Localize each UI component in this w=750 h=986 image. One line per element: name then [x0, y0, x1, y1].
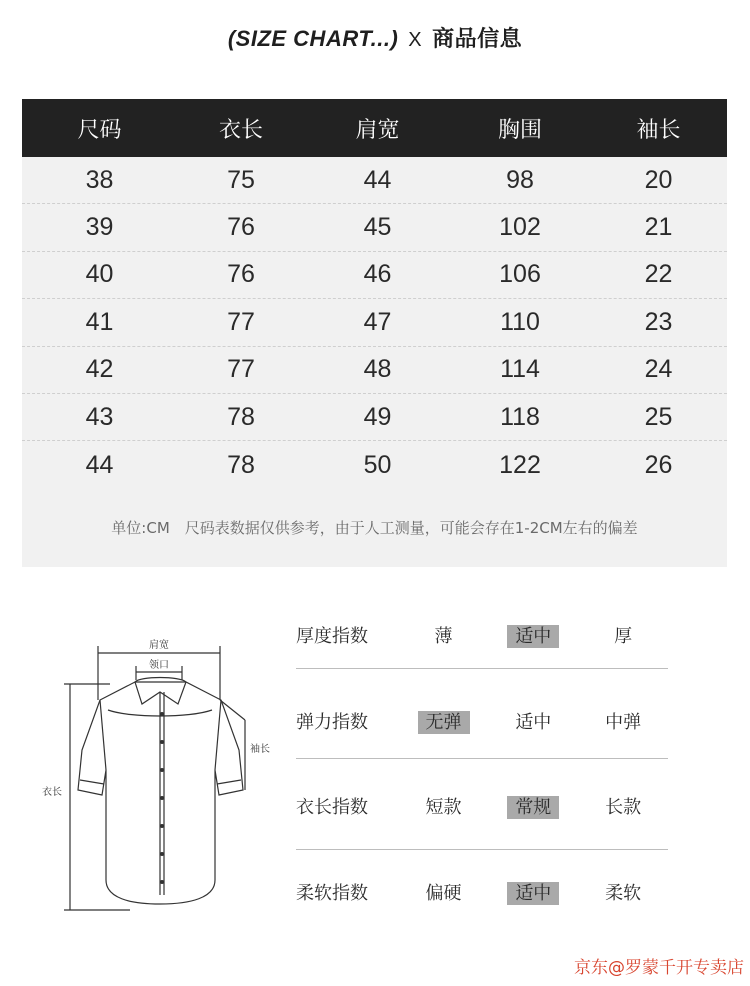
softness-option-stiff: 偏硬	[425, 883, 462, 904]
elasticity-index-row	[296, 691, 668, 751]
length-option-regular: 常规	[488, 793, 578, 819]
diagram-label-shoulder: 肩宽	[149, 640, 169, 651]
table-row	[22, 204, 727, 251]
table-cell: 49	[363, 402, 392, 431]
elasticity-option-medium: 适中	[515, 712, 552, 733]
table-cell: 98	[506, 165, 534, 194]
diagram-label-length: 衣长	[42, 787, 62, 798]
table-cell: 44	[85, 450, 114, 479]
diagram-label-collar: 领口	[149, 660, 169, 671]
table-row	[22, 157, 727, 204]
diagram-label-sleeve: 袖长	[250, 744, 270, 755]
table-cell: 44	[363, 165, 392, 194]
table-cell: 45	[363, 213, 392, 242]
table-cell: 41	[85, 307, 114, 336]
length-index-label: 衣长指数	[296, 797, 368, 818]
column-header-shoulder: 肩宽	[355, 117, 400, 143]
table-row	[22, 441, 727, 488]
table-cell: 76	[227, 213, 255, 242]
table-cell: 22	[644, 260, 673, 289]
table-cell: 47	[363, 307, 392, 336]
table-row	[22, 394, 727, 441]
store-name: 京东@罗蒙千开专卖店	[574, 958, 744, 978]
title-separator: X	[408, 29, 423, 51]
column-header-size: 尺码	[77, 117, 122, 143]
column-header-length: 衣长	[218, 117, 263, 143]
column-header-chest: 胸围	[497, 117, 542, 143]
thickness-index-label: 厚度指数	[296, 626, 368, 647]
table-cell: 114	[500, 355, 540, 384]
table-cell: 48	[363, 355, 392, 384]
table-row	[22, 299, 727, 346]
size-note: 单位:CM 尺码表数据仅供参考，由于人工测量，可能会存在1-2CM左右的偏差	[111, 519, 638, 537]
size-chart-header	[22, 99, 727, 157]
table-cell: 122	[499, 450, 541, 479]
softness-index-label: 柔软指数	[296, 883, 368, 904]
thickness-option-medium: 适中	[488, 622, 578, 648]
elasticity-option-none: 无弹	[399, 708, 489, 734]
thickness-option-thick: 厚	[614, 626, 633, 647]
table-cell: 43	[85, 402, 114, 431]
table-cell: 38	[85, 165, 114, 194]
table-cell: 75	[227, 165, 255, 194]
table-cell: 40	[85, 260, 114, 289]
thickness-option-thin: 薄	[434, 626, 453, 647]
column-header-sleeve: 袖长	[636, 117, 681, 143]
softness-index-row	[296, 862, 668, 922]
shirt-outline-icon	[40, 630, 290, 915]
length-option-long: 长款	[605, 797, 642, 818]
title-chinese: 商品信息	[432, 27, 523, 52]
shirt-measurement-diagram	[40, 630, 290, 915]
table-cell: 39	[85, 213, 114, 242]
table-cell: 50	[363, 450, 392, 479]
table-cell: 77	[227, 355, 255, 384]
table-row	[22, 252, 727, 299]
size-chart-body	[22, 157, 727, 489]
divider	[296, 849, 668, 850]
divider	[296, 758, 668, 759]
length-option-short: 短款	[425, 797, 462, 818]
table-cell: 102	[499, 213, 541, 242]
title-latin: (SIZE CHART...)	[227, 26, 399, 51]
elasticity-option-mid-stretch: 中弹	[605, 712, 642, 733]
table-cell: 78	[227, 450, 255, 479]
page-title	[0, 22, 750, 53]
table-cell: 76	[227, 260, 255, 289]
elasticity-index-label: 弹力指数	[296, 712, 368, 733]
table-row	[22, 347, 727, 394]
table-cell: 25	[644, 402, 673, 431]
table-cell: 42	[85, 355, 114, 384]
table-cell: 46	[363, 260, 392, 289]
thickness-index-row	[296, 605, 668, 665]
table-cell: 118	[500, 402, 540, 431]
softness-option-medium: 适中	[488, 879, 578, 905]
length-index-row	[296, 776, 668, 836]
table-cell: 23	[644, 307, 673, 336]
table-cell: 78	[227, 402, 255, 431]
table-cell: 24	[644, 355, 673, 384]
table-cell: 110	[500, 307, 540, 336]
divider	[296, 668, 668, 669]
size-chart-table	[22, 99, 727, 567]
table-cell: 20	[644, 165, 673, 194]
table-cell: 77	[227, 307, 255, 336]
table-cell: 26	[644, 450, 673, 479]
table-cell: 106	[499, 260, 541, 289]
table-cell: 21	[644, 213, 673, 242]
softness-option-soft: 柔软	[605, 883, 642, 904]
